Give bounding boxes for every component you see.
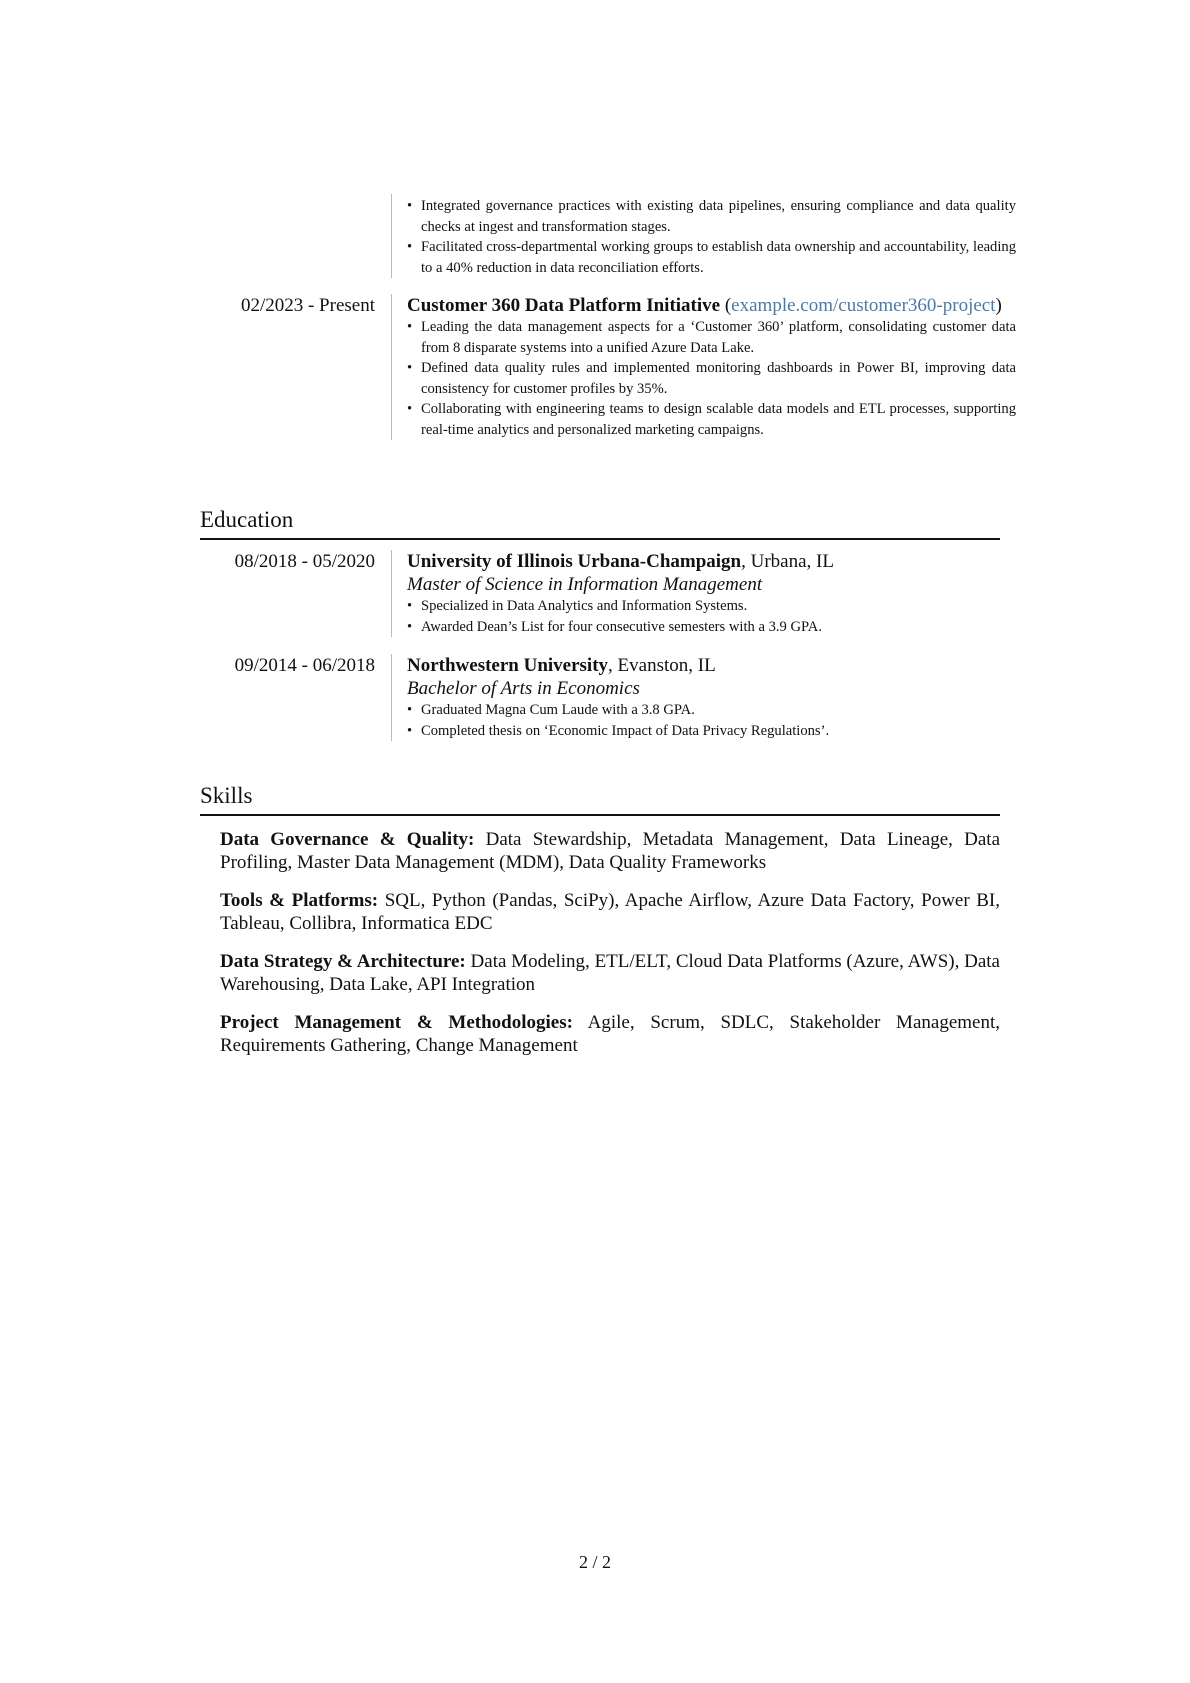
experience-entry-body <box>391 194 1016 278</box>
school-name: University of Illinois Urbana-Champaign <box>407 551 742 572</box>
page-number: 2 / 2 <box>578 1552 611 1572</box>
paren-open: ( <box>720 295 732 316</box>
skill-text: Data Modeling, ETL/ELT, Cloud Data Platforms (Azure, AWS), Data Warehousing, Data Lake, API Integration <box>220 951 1000 995</box>
list-item: • Collaborating with engineering teams to design scalable data models and ETL processes, supporting real-time analytics and personalized marketing campaigns. <box>407 399 1016 440</box>
skill-label: Project Management & Methodologies: <box>220 1012 573 1033</box>
education-entry-body <box>391 654 1016 741</box>
list-item: • Awarded Dean’s List for four consecutive semesters with a 3.9 GPA. <box>407 617 1016 638</box>
list-item: • Facilitated cross-departmental working groups to establish data ownership and accountability, leading to a 40% reduction in data reconciliation efforts. <box>407 237 1016 278</box>
list-item: • Leading the data management aspects for a ‘Customer 360’ platform, consolidating customer data from 8 disparate systems into a unified Azure Data Lake. <box>407 317 1016 358</box>
education-entry-body <box>391 550 1016 637</box>
skills-list <box>220 828 1000 1072</box>
school-location: , Evanston, IL <box>608 655 716 676</box>
project-title: Customer 360 Data Platform Initiative <box>407 295 721 316</box>
skill-item <box>220 1011 1000 1057</box>
entry-date: 02/2023 - Present <box>240 295 375 316</box>
list-item: • Integrated governance practices with existing data pipelines, ensuring compliance and data quality checks at ingest and transformation stages. <box>407 196 1016 237</box>
project-entry-body <box>391 294 1016 440</box>
project-heading <box>407 294 1016 317</box>
list-item: • Defined data quality rules and implemented monitoring dashboards in Power BI, improving data consistency for customer profiles by 35%. <box>407 358 1016 399</box>
bullet-list <box>407 196 1016 278</box>
skill-label: Tools & Platforms: <box>220 890 379 911</box>
bullet-list <box>407 317 1016 440</box>
skill-item <box>220 828 1000 874</box>
school-name: Northwestern University <box>407 655 609 676</box>
degree: Master of Science in Information Management <box>407 574 763 595</box>
education-section <box>200 506 1000 540</box>
list-item: • Completed thesis on ‘Economic Impact of Data Privacy Regulations’. <box>407 721 1016 742</box>
skill-text: SQL, Python (Pandas, SciPy), Apache Airflow, Azure Data Factory, Power BI, Tableau, Collibra, Informatica EDC <box>220 890 1001 934</box>
school-heading <box>407 550 1016 573</box>
section-title: Skills <box>200 782 1000 816</box>
skill-text: Agile, Scrum, SDLC, Stakeholder Management, Requirements Gathering, Change Management <box>220 1012 1000 1056</box>
skill-item <box>220 950 1000 996</box>
project-link[interactable]: example.com/customer360-project <box>731 295 996 316</box>
skill-label: Data Strategy & Architecture: <box>220 951 466 972</box>
bullet-list <box>407 700 1016 741</box>
degree: Bachelor of Arts in Economics <box>407 678 640 699</box>
list-item: • Graduated Magna Cum Laude with a 3.8 GPA. <box>407 700 1016 721</box>
school-heading <box>407 654 1016 677</box>
list-item: • Specialized in Data Analytics and Information Systems. <box>407 596 1016 617</box>
school-location: , Urbana, IL <box>741 551 834 572</box>
bullet-list <box>407 596 1016 637</box>
entry-date: 08/2018 - 05/2020 <box>234 551 375 572</box>
skill-item <box>220 889 1000 935</box>
skills-section <box>200 782 1000 816</box>
section-title: Education <box>200 506 1000 540</box>
skill-label: Data Governance & Quality: <box>220 829 475 850</box>
entry-date: 09/2014 - 06/2018 <box>234 655 375 676</box>
skill-text: Data Stewardship, Metadata Management, Data Lineage, Data Profiling, Master Data Management (MDM), Data Quality Frameworks <box>220 829 1000 873</box>
paren-close: ) <box>995 295 1002 316</box>
